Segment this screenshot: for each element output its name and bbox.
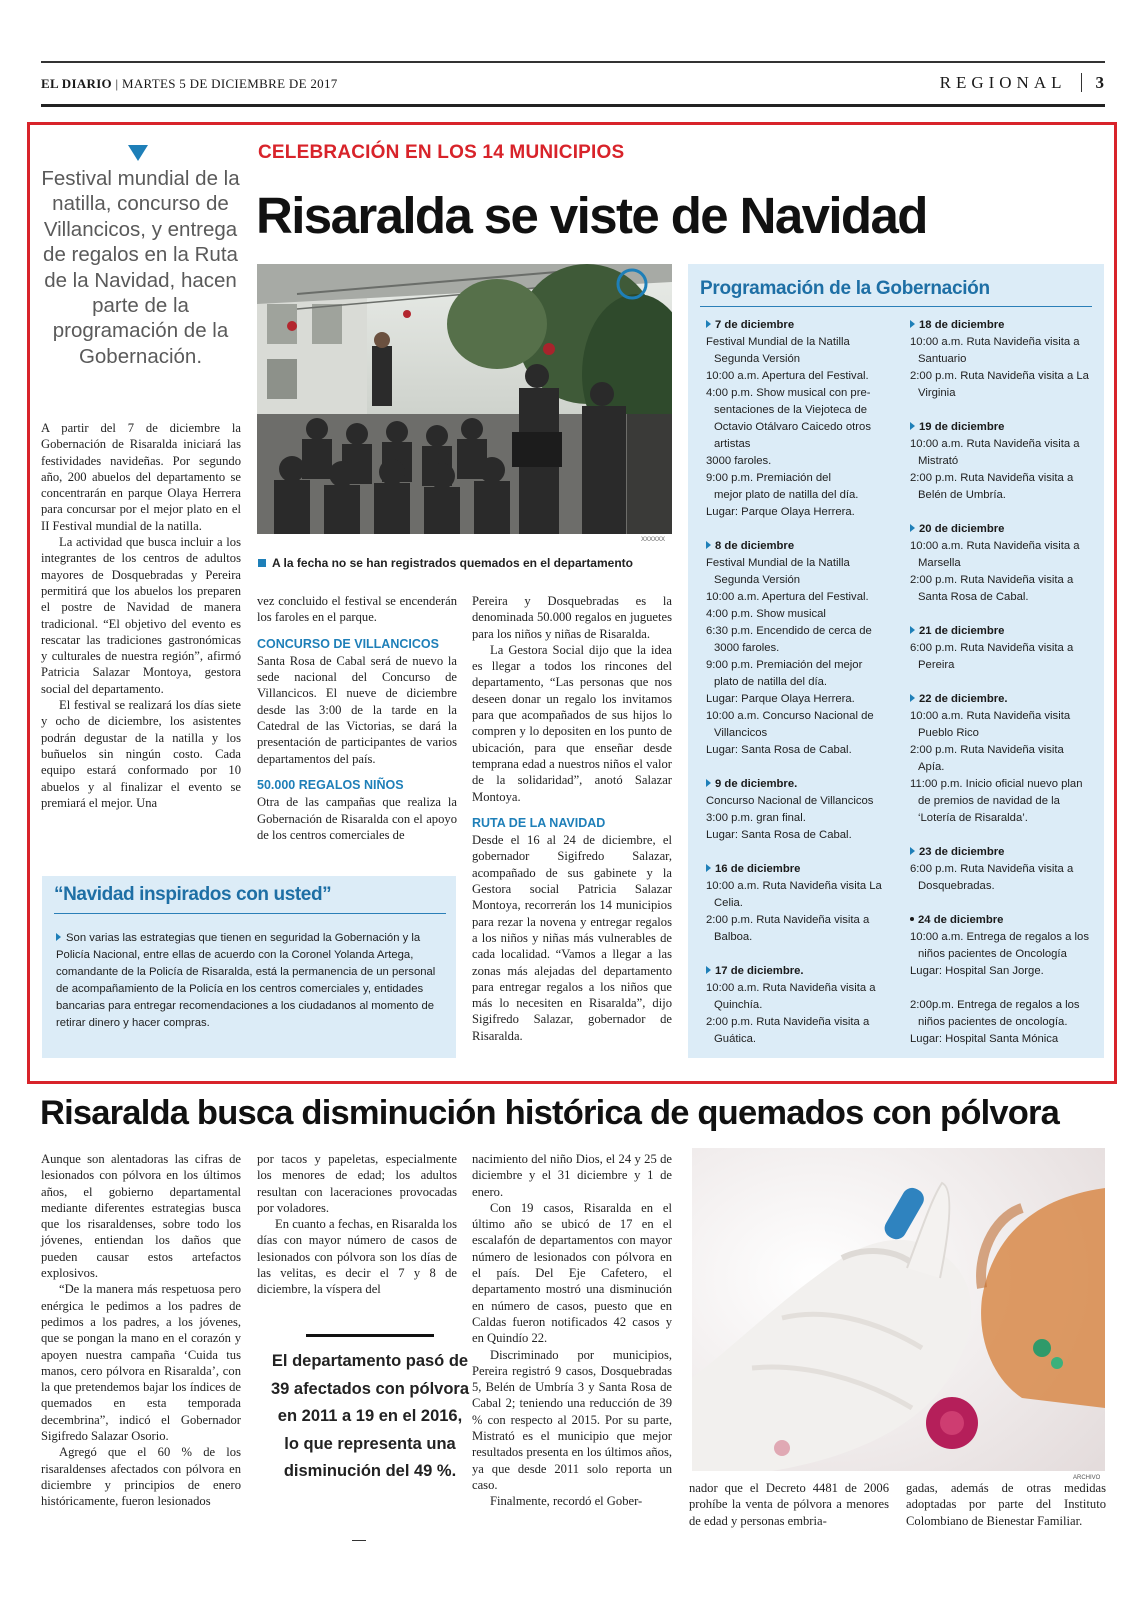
schedule-line: Lugar: Hospital San Jorge. xyxy=(910,965,1044,977)
masthead-right xyxy=(940,73,1104,93)
article1-column-2 xyxy=(257,593,457,843)
schedule-line: 3:00 p.m. gran final. xyxy=(706,812,806,824)
article-kicker: CELEBRACIÓN EN LOS 14 MUNICIPIOS xyxy=(258,142,625,163)
schedule-line: Balboa. xyxy=(714,931,753,943)
schedule-date: 9 de diciembre. xyxy=(706,776,896,793)
schedule-line: Dosquebradas. xyxy=(918,880,995,892)
schedule-line: artistas xyxy=(714,438,751,450)
schedule-line: sentaciones de la Viejoteca de xyxy=(714,404,868,416)
schedule-line: 10:00 a.m. Concurso Nacional de xyxy=(706,710,874,722)
schedule-line: 4:00 p.m. Show musical con pre- xyxy=(706,387,871,399)
subhead-ruta: RUTA DE LA NAVIDAD xyxy=(472,815,606,830)
schedule-line: 10:00 a.m. Ruta Navideña visita a xyxy=(910,336,1080,348)
schedule-gap xyxy=(706,946,896,963)
masthead-separator: | xyxy=(115,76,122,91)
schedule-gap xyxy=(910,674,1100,691)
triangle-icon xyxy=(128,145,148,161)
schedule-line: Mistrató xyxy=(918,455,959,467)
burned-hand-photo xyxy=(692,1148,1105,1471)
paragraph: Santa Rosa de Cabal será de nuevo la sede nacional del Concurso de Villancicos. El nueve de diciembre desde las 3:00 de la tarde en la Catedral de las Victorias, se dará la presentación de participantes de varios departamentos del país. xyxy=(257,653,457,766)
schedule-date: 23 de diciembre xyxy=(910,844,1100,861)
schedule-line: 9:00 p.m. Premiación del mejor xyxy=(706,659,863,671)
article1-column-1 xyxy=(41,420,241,811)
schedule-line: 3000 faroles. xyxy=(714,642,780,654)
paragraph: Discriminado por municipios, Pereira registró 9 casos, Dosquebradas 5, Belén de Umbría 3 y Santa Rosa de Cabal 2; teniendo una reducción de 39 % con respecto al 2015. Por su parte, Mistrató es el municipio que mejor resultados presenta en los últimos años, ya que desde 2011 solo reporta un caso. xyxy=(472,1347,672,1492)
paragraph: Otra de las campañas que realiza la Gobernación de Risaralda con el apoyo de los centros comerciales de xyxy=(257,795,457,842)
schedule-date: 20 de diciembre xyxy=(910,521,1100,538)
schedule-line: Octavio Otálvaro Caicedo otros xyxy=(714,421,871,433)
schedule-line: 2:00p.m. Entrega de regalos a los xyxy=(910,999,1080,1011)
schedule-date: 8 de diciembre xyxy=(706,538,896,555)
page-number: 3 xyxy=(1081,73,1105,92)
schedule-gap xyxy=(910,504,1100,521)
article2-column-2 xyxy=(257,1151,457,1298)
photo-credit: XXXXXX xyxy=(641,537,666,543)
schedule-line: Festival Mundial de la Natilla xyxy=(706,557,850,569)
paragraph: En cuanto a fechas, en Risaralda los días con mayor número de casos de lesionados con pólvora son los días de las velitas, es decir el 7 y 8 de diciembre, la víspera del xyxy=(257,1217,457,1297)
paragraph: Agregó que el 60 % de los risaraldenses afectados con pólvora en diciembre y principios de enero históricamente, fueron lesionados xyxy=(41,1445,241,1509)
schedule-line: Segunda Versión xyxy=(714,574,801,586)
police-box-title: “Navidad inspirados con usted” xyxy=(54,884,332,905)
schedule-line: Lugar: Parque Olaya Herrera. xyxy=(706,693,855,705)
photo-caption xyxy=(258,556,633,570)
police-box-text xyxy=(56,930,448,1032)
schedule-gap xyxy=(706,521,896,538)
article2-column-4 xyxy=(689,1480,889,1529)
section-name: REGIONAL xyxy=(939,73,1067,92)
schedule-line: 10:00 a.m. Ruta Navideña visita La xyxy=(706,880,882,892)
schedule-line: 2:00 p.m. Ruta Navideña visita a xyxy=(910,472,1074,484)
schedule-line: Marsella xyxy=(918,557,961,569)
pull-quote: El departamento pasó de 39 afectados con pólvora en 2011 a 19 en el 2016, lo que representa una disminución del 49 %. xyxy=(270,1352,470,1480)
schedule-line: 2:00 p.m. Ruta Navideña visita xyxy=(910,744,1064,756)
schedule-line: 9:00 p.m. Premiación del xyxy=(706,472,831,484)
schedule-date: 22 de diciembre. xyxy=(910,691,1100,708)
schedule-rule xyxy=(700,306,1092,307)
schedule-line: Lugar: Hospital Santa Mónica xyxy=(910,1033,1059,1045)
pull-quote-dash xyxy=(352,1540,366,1541)
article2-column-5 xyxy=(906,1480,1106,1529)
schedule-line: 2:00 p.m. Ruta Navideña visita a xyxy=(910,574,1074,586)
paragraph: nacimiento del niño Dios, el 24 y 25 de diciembre y el 31 diciembre y 1 de enero. xyxy=(472,1152,672,1199)
paragraph: El festival se realizará los días siete y ocho de diciembre, los asistentes podrán degustar de la natilla y los buñuelos sin ningún costo. Cada equipo estará conformado por 10 abuelos y al finalizar el evento se premiará el mejor. Una xyxy=(41,698,241,810)
schedule-line: plato de natilla del día. xyxy=(714,676,828,688)
schedule-line: 2:00 p.m. Ruta Navideña visita a xyxy=(706,914,870,926)
schedule-line: Apía. xyxy=(918,761,945,773)
schedule-date: 21 de diciembre xyxy=(910,623,1100,640)
article-headline: Risaralda se viste de Navidad xyxy=(256,187,927,244)
masthead-rule xyxy=(41,104,1105,107)
schedule-gap xyxy=(706,844,896,861)
schedule-title: Programación de la Gobernación xyxy=(700,278,990,299)
schedule-line: 10:00 a.m. Entrega de regalos a los xyxy=(910,931,1089,943)
schedule-date: 16 de diciembre xyxy=(706,861,896,878)
schedule-line: mejor plato de natilla del día. xyxy=(714,489,859,501)
paragraph: vez concluido el festival se encenderán los faroles en el parque. xyxy=(257,594,457,625)
schedule-line: Villancicos xyxy=(714,727,768,739)
paragraph: La actividad que busca incluir a los integrantes de los centros de adultos mayores de Dosquebradas y Pereira permitirá que los abuelos los preparen el postre de Navidad de manera tradicional. “El objetivo del evento es rescatar las tradiciones gastronómicas y culturales de nuestra región”, afirmó Patricia Salazar Montoya, gestora social del departamento. xyxy=(41,535,241,696)
schedule-line: Quinchía. xyxy=(714,999,763,1011)
schedule-line: Santuario xyxy=(918,353,967,365)
masthead-left xyxy=(41,76,338,92)
schedule-line: 10:00 a.m. Apertura del Festival. xyxy=(706,370,869,382)
paper-name: EL DIARIO xyxy=(41,76,112,91)
schedule-line: niños pacientes de Oncología xyxy=(918,948,1067,960)
schedule-gap xyxy=(910,980,1100,997)
schedule-line: 6:30 p.m. Encendido de cerca de xyxy=(706,625,872,637)
paragraph: Desde el 16 al 24 de diciembre, el gobernador Sigifredo Salazar, acompañado de sus gabinete y la Gestora social Patricia Salazar Montoya, recorrerán los 14 municipios para rezar la novena y entregar regalos a los niños y niñas más vulnerables de cada localidad. “Vamos a llegar a las zonas más alejadas del departamento para entregar regalos a los niños que más lo necesiten en Risaralda”, dijo Sigifredo Salazar, gobernador de Risaralda. xyxy=(472,833,672,1043)
schedule-line: Lugar: Santa Rosa de Cabal. xyxy=(706,829,852,841)
paragraph: Con 19 casos, Risaralda en el último año se ubicó de 17 en el escalafón de departamentos con mayor número de lesionados con pólvora en el país. Del Eje Cafetero, el departamento mostró una disminución en número de casos, puesto que en Caldas fueron notificados 42 casos y en Quindío 22. xyxy=(472,1200,672,1346)
schedule-line: 6:00 p.m. Ruta Navideña visita a xyxy=(910,642,1074,654)
schedule-line: 3000 faroles. xyxy=(706,455,772,467)
schedule-line: Belén de Umbría. xyxy=(918,489,1006,501)
schedule-line: 10:00 a.m. Ruta Navideña visita a xyxy=(910,438,1080,450)
article-deck: Festival mundial de la natilla, concurso de Villancicos, y entrega de regalos en la Ruta de la Navidad, hacen parte de la programación de la Gobernación. xyxy=(41,167,240,368)
paragraph: Pereira y Dosquebradas es la denominada 50.000 regalos en juguetes para los niños y niñas de Risaralda. xyxy=(472,594,672,641)
square-bullet-icon xyxy=(258,559,266,567)
article2-headline: Risaralda busca disminución histórica de quemados con pólvora xyxy=(40,1094,1060,1132)
schedule-line: Segunda Versión xyxy=(714,353,801,365)
schedule-line: 11:00 p.m. Inicio oficial nuevo plan xyxy=(910,778,1083,790)
paragraph: por tacos y papeletas, especialmente los menores de edad; los adultos resultan con laceraciones provocadas por voladores. xyxy=(257,1152,457,1215)
schedule-line: Lugar: Parque Olaya Herrera. xyxy=(706,506,855,518)
schedule-line: Celia. xyxy=(714,897,743,909)
event-photo xyxy=(257,264,672,534)
schedule-line: 4:00 p.m. Show musical xyxy=(706,608,826,620)
schedule-line: 10:00 a.m. Ruta Navideña visita a xyxy=(910,540,1080,552)
schedule-gap xyxy=(910,895,1100,912)
paragraph: gadas, además de otras medidas adoptadas por parte del Instituto Colombiano de Bienestar Familiar. xyxy=(906,1481,1106,1528)
schedule-column-right xyxy=(910,317,1100,1048)
schedule-date: 7 de diciembre xyxy=(706,317,896,334)
schedule-line: ‘Lotería de Risaralda’. xyxy=(918,812,1028,824)
paragraph: Finalmente, recordó el Gober- xyxy=(490,1494,643,1509)
schedule-column-left xyxy=(706,317,896,1048)
paragraph: nador que el Decreto 4481 de 2006 prohíbe la venta de pólvora a menores de edad y personas embria- xyxy=(689,1481,889,1528)
schedule-line: 6:00 p.m. Ruta Navideña visita a xyxy=(910,863,1074,875)
schedule-gap xyxy=(910,402,1100,419)
schedule-gap xyxy=(910,606,1100,623)
subhead-villancicos: CONCURSO DE VILLANCICOS xyxy=(257,636,439,651)
schedule-line: Pueblo Rico xyxy=(918,727,979,739)
issue-date: MARTES 5 DE DICIEMBRE DE 2017 xyxy=(122,76,338,91)
article1-column-3 xyxy=(472,593,672,1044)
schedule-line: Lugar: Santa Rosa de Cabal. xyxy=(706,744,852,756)
subhead-regalos: 50.000 REGALOS NIÑOS xyxy=(257,777,404,792)
schedule-line: 10:00 a.m. Ruta Navideña visita xyxy=(910,710,1071,722)
paragraph: La Gestora Social dijo que la idea es llegar a todos los rincones del departamento, “Las personas que nos deseen donar un regalo los invitamos para que acompañados de sus hijos lo compren y lo depositen en los punto de ubicación, para que enseñar desde temprana edad a nuestros niños el valor de la solidaridad”, anotó Salazar Montoya. xyxy=(472,642,672,804)
police-box-body: Son varias las estrategias que tienen en seguridad la Gobernación y la Policía Nacional, entre ellas de acuerdo con la Coronel Yolanda Artega, comandante de la Policía de Risaralda, está la permanencia de un personal de acompañamiento de la Policía en los centros comerciales y, entidades bancarias para entregar recomendaciones a los ciudadanos al momento de retirar dinero y hacer compras. xyxy=(56,932,436,1029)
top-rule xyxy=(41,61,1105,63)
article2-column-3 xyxy=(472,1151,672,1510)
pull-quote-rule xyxy=(306,1334,434,1337)
schedule-line: de premios de navidad de la xyxy=(918,795,1060,807)
schedule-line: Guática. xyxy=(714,1033,757,1045)
schedule-line: Concurso Nacional de Villancicos xyxy=(706,795,874,807)
schedule-line: Santa Rosa de Cabal. xyxy=(918,591,1029,603)
paragraph: “De la manera más respetuosa pero enérgica le pedimos a los padres de pedimos a los padres, a los jóvenes, que se pongan la mano en el corazón y apoyen nuestra campaña ‘Cuida tus manos, cero pólvora en Risaralda’, con la que pretendemos bajar los índices de quemados en esta temporada decembrina”, indicó el Gobernador Sigifredo Salazar Osorio. xyxy=(41,1282,241,1444)
schedule-line: niños pacientes de oncología. xyxy=(918,1016,1068,1028)
paragraph: A partir del 7 de diciembre la Gobernación de Risaralda iniciará las festividades navideñas. Por segundo año, 200 abuelos del departamento se concentrarán en parque Olaya Herrera para concursar por el mejor plato en el II Festival mundial de la natilla. xyxy=(41,421,241,533)
schedule-gap xyxy=(910,827,1100,844)
police-box-rule xyxy=(54,913,446,914)
schedule-gap xyxy=(706,759,896,776)
photo2-credit: ARCHIVO xyxy=(1073,1475,1101,1481)
paragraph: Aunque son alentadoras las cifras de lesionados con pólvora en los últimos años, el gobierno departamental mediante diferentes estrategias busca que los risaraldenses, sobre todo los jóvenes, entiendan los daños que pueden causar estos artefactos explosivos. xyxy=(41,1152,241,1281)
arrow-bullet-icon xyxy=(56,933,61,941)
schedule-line: Pereira xyxy=(918,659,955,671)
schedule-date: 24 de diciembre xyxy=(910,912,1100,929)
schedule-line: 2:00 p.m. Ruta Navideña visita a xyxy=(706,1016,870,1028)
schedule-date: 17 de diciembre. xyxy=(706,963,896,980)
schedule-line: 2:00 p.m. Ruta Navideña visita a La xyxy=(910,370,1089,382)
schedule-line: Virginia xyxy=(918,387,956,399)
schedule-date: 18 de diciembre xyxy=(910,317,1100,334)
caption-text: A la fecha no se han registrados quemados en el departamento xyxy=(272,556,633,570)
schedule-line: 10:00 a.m. Ruta Navideña visita a xyxy=(706,982,876,994)
article2-column-1 xyxy=(41,1151,241,1510)
schedule-line: 10:00 a.m. Apertura del Festival. xyxy=(706,591,869,603)
schedule-date: 19 de diciembre xyxy=(910,419,1100,436)
schedule-line: Festival Mundial de la Natilla xyxy=(706,336,850,348)
